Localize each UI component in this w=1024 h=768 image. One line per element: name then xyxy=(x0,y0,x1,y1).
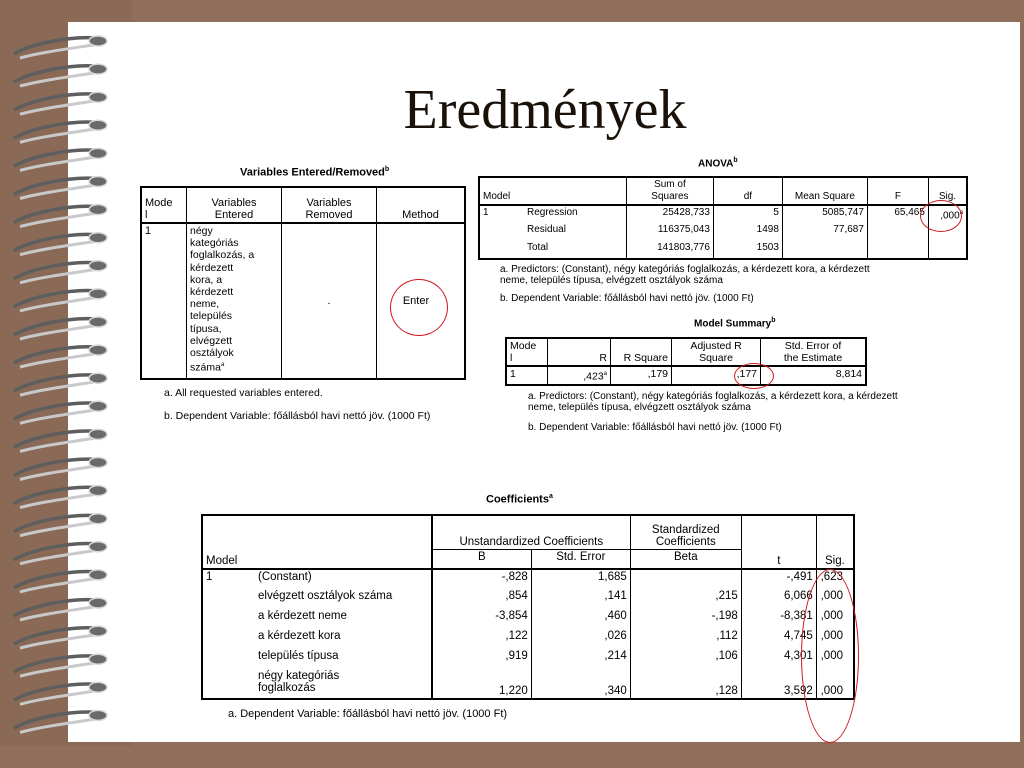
coef-row-label: négy kategóriás foglalkozás xyxy=(255,669,432,699)
summary-se: 8,814 xyxy=(835,368,862,380)
coef-header-se: Std. Error xyxy=(531,549,630,569)
spiral-coil xyxy=(14,710,107,732)
coef-sig: ,623 xyxy=(820,571,843,583)
anova-header-df: df xyxy=(713,177,782,205)
spiral-coil xyxy=(14,401,107,423)
coef-sig: ,000 xyxy=(820,650,843,662)
spiral-coil xyxy=(14,626,107,648)
anova-row-label: Regression xyxy=(524,205,626,223)
summary-header-r: R xyxy=(548,338,611,366)
coef-t: 4,745 xyxy=(741,629,816,649)
spiral-coil xyxy=(14,598,107,620)
coef-header-t: t xyxy=(741,515,816,569)
ver-removed: . xyxy=(282,223,377,379)
coef-b: ,122 xyxy=(432,629,532,649)
ver-entered: négy kategóriás foglalkozás, a kérdezett kora, a kérdezett neme, település típusa, elvégzett osztályok száma$^a$ xyxy=(187,223,282,379)
summary-r: ,423$^a$ xyxy=(548,366,611,385)
anova-ss: 141803,776 xyxy=(626,241,713,259)
coef-t: 3,592 xyxy=(741,669,816,699)
coef-row-label: a kérdezett neme xyxy=(255,609,432,629)
spiral-coil xyxy=(14,233,107,255)
summary-footnote-b: b. Dependent Variable: főállásból havi nettó jöv. (1000 Ft) xyxy=(528,422,782,433)
anova-df: 1498 xyxy=(713,223,782,241)
spiral-coil xyxy=(14,345,107,367)
ver-header-model: Mode l xyxy=(141,187,187,223)
anova-header-sig: Sig. xyxy=(938,191,957,202)
coef-beta: -,198 xyxy=(630,609,741,629)
summary-model: 1 xyxy=(506,366,548,385)
anova-table xyxy=(478,176,968,260)
coef-se: ,026 xyxy=(531,629,630,649)
anova-header-ms: Mean Square xyxy=(782,177,867,205)
coef-beta xyxy=(630,569,741,589)
spiral-coil xyxy=(14,148,107,170)
anova-ss: 116375,043 xyxy=(626,223,713,241)
anova-footnote-b: b. Dependent Variable: főállásból havi nettó jöv. (1000 Ft) xyxy=(500,293,754,304)
coef-header-b: B xyxy=(432,549,532,569)
ver-footnote-b: b. Dependent Variable: főállásból havi nettó jöv. (1000 Ft) xyxy=(164,410,431,422)
summary-r2: ,179 xyxy=(611,366,672,385)
coef-b: -3,854 xyxy=(432,609,532,629)
spiral-coil xyxy=(14,429,107,451)
anova-header-model: Model xyxy=(479,177,626,205)
anova-model: 1 xyxy=(483,207,489,218)
coef-row-label: elvégzett osztályok száma xyxy=(255,589,432,609)
variables-entered-title: Variables Entered/Removed$^b$ xyxy=(240,166,390,179)
spiral-coil xyxy=(14,317,107,339)
highlight-circle-method xyxy=(390,279,448,336)
coef-b: ,919 xyxy=(432,649,532,669)
coef-row-label: a kérdezett kora xyxy=(255,629,432,649)
spiral-coil xyxy=(14,36,107,58)
coef-beta: ,128 xyxy=(630,669,741,699)
coef-se: ,340 xyxy=(531,669,630,699)
coef-b: ,854 xyxy=(432,589,532,609)
anova-ms: 77,687 xyxy=(782,223,867,241)
anova-df: 1503 xyxy=(713,241,782,259)
summary-footnote-a: a. Predictors: (Constant), négy kategóriás foglalkozás, a kérdezett kora, a kérdezett neme, település típusa, elvégzett osztályok száma xyxy=(528,391,898,413)
coef-b: -,828 xyxy=(432,569,532,589)
coef-beta: ,112 xyxy=(630,629,741,649)
coef-se: ,141 xyxy=(531,589,630,609)
anova-title: ANOVA$^b$ xyxy=(698,157,738,170)
anova-ms xyxy=(782,241,867,259)
coef-header-model: Model xyxy=(202,515,432,569)
coef-t: -8,381 xyxy=(741,609,816,629)
highlight-circle-adj-r2 xyxy=(734,363,774,389)
coef-t: 6,066 xyxy=(741,589,816,609)
spiral-coil xyxy=(14,514,107,536)
anova-header-f: F xyxy=(867,177,928,205)
coef-sig: ,000 xyxy=(820,685,843,697)
anova-ss: 25428,733 xyxy=(626,205,713,223)
ver-model: 1 xyxy=(141,223,187,379)
anova-f xyxy=(867,223,928,241)
spiral-coil xyxy=(14,458,107,480)
coef-sig: ,000 xyxy=(820,630,843,642)
anova-df: 5 xyxy=(713,205,782,223)
anova-sig xyxy=(928,241,967,259)
anova-ms: 5085,747 xyxy=(782,205,867,223)
coef-header-unstd: Unstandardized Coefficients xyxy=(432,515,631,549)
coef-sig: ,000 xyxy=(820,610,843,622)
spiral-coil xyxy=(14,205,107,227)
coefficients-table xyxy=(201,514,855,700)
anova-header-ss: Sum of Squares xyxy=(626,177,713,205)
coef-t: -,491 xyxy=(741,569,816,589)
summary-header-r2: R Square xyxy=(611,338,672,366)
coef-beta: ,215 xyxy=(630,589,741,609)
spiral-coil xyxy=(14,570,107,592)
coef-se: ,214 xyxy=(531,649,630,669)
highlight-circle-anova-sig xyxy=(920,200,962,232)
anova-footnote-a: a. Predictors: (Constant), négy kategóriás foglalkozás, a kérdezett kora, a kérdezett neme, település típusa, elvégzett osztályok száma xyxy=(500,264,870,286)
spiral-coil xyxy=(14,654,107,676)
model-summary-title: Model Summary$^b$ xyxy=(694,317,776,330)
spiral-coil xyxy=(14,177,107,199)
spiral-coil xyxy=(14,289,107,311)
summary-header-adj: Adjusted R Square xyxy=(672,338,761,366)
spiral-coil xyxy=(14,542,107,564)
coef-model: 1 xyxy=(206,571,213,583)
coef-t: 4,301 xyxy=(741,649,816,669)
ver-footnote-a: a. All requested variables entered. xyxy=(164,387,323,399)
ver-header-removed: Variables Removed xyxy=(282,187,377,223)
anova-f: 65,465 xyxy=(867,205,928,223)
coef-row-label: (Constant) xyxy=(255,569,432,589)
ver-header-method: Method xyxy=(402,209,439,221)
anova-row-label: Total xyxy=(524,241,626,259)
coef-se: ,460 xyxy=(531,609,630,629)
spiral-coil xyxy=(14,682,107,704)
summary-header-model: Mode l xyxy=(506,338,548,366)
ver-method: Enter xyxy=(402,295,430,307)
summary-adj: ,177 xyxy=(672,366,761,385)
spiral-coil xyxy=(14,261,107,283)
summary-header-se: Std. Error of the Estimate xyxy=(783,340,843,364)
highlight-circle-coef-sig xyxy=(801,569,859,743)
coef-row-label: település típusa xyxy=(255,649,432,669)
coef-header-beta: Beta xyxy=(630,549,741,569)
spiral-coil xyxy=(14,373,107,395)
coefficients-title: Coefficients$^a$ xyxy=(486,493,553,506)
coef-b: 1,220 xyxy=(432,669,532,699)
coef-sig: ,000 xyxy=(820,590,843,602)
coef-beta: ,106 xyxy=(630,649,741,669)
coef-footnote: a. Dependent Variable: főállásból havi nettó jöv. (1000 Ft) xyxy=(228,708,508,720)
anova-f xyxy=(867,241,928,259)
slide-title: Eredmények xyxy=(403,79,687,141)
ver-header-entered: Variables Entered xyxy=(187,187,282,223)
model-summary-table xyxy=(505,337,867,386)
coef-header-sig: Sig. xyxy=(816,515,854,569)
coef-header-std: Standardized Coefficients xyxy=(630,515,741,549)
anova-sig: ,000$^a$ xyxy=(940,210,963,222)
spiral-coil xyxy=(14,486,107,508)
anova-row-label: Residual xyxy=(524,223,626,241)
coef-se: 1,685 xyxy=(531,569,630,589)
